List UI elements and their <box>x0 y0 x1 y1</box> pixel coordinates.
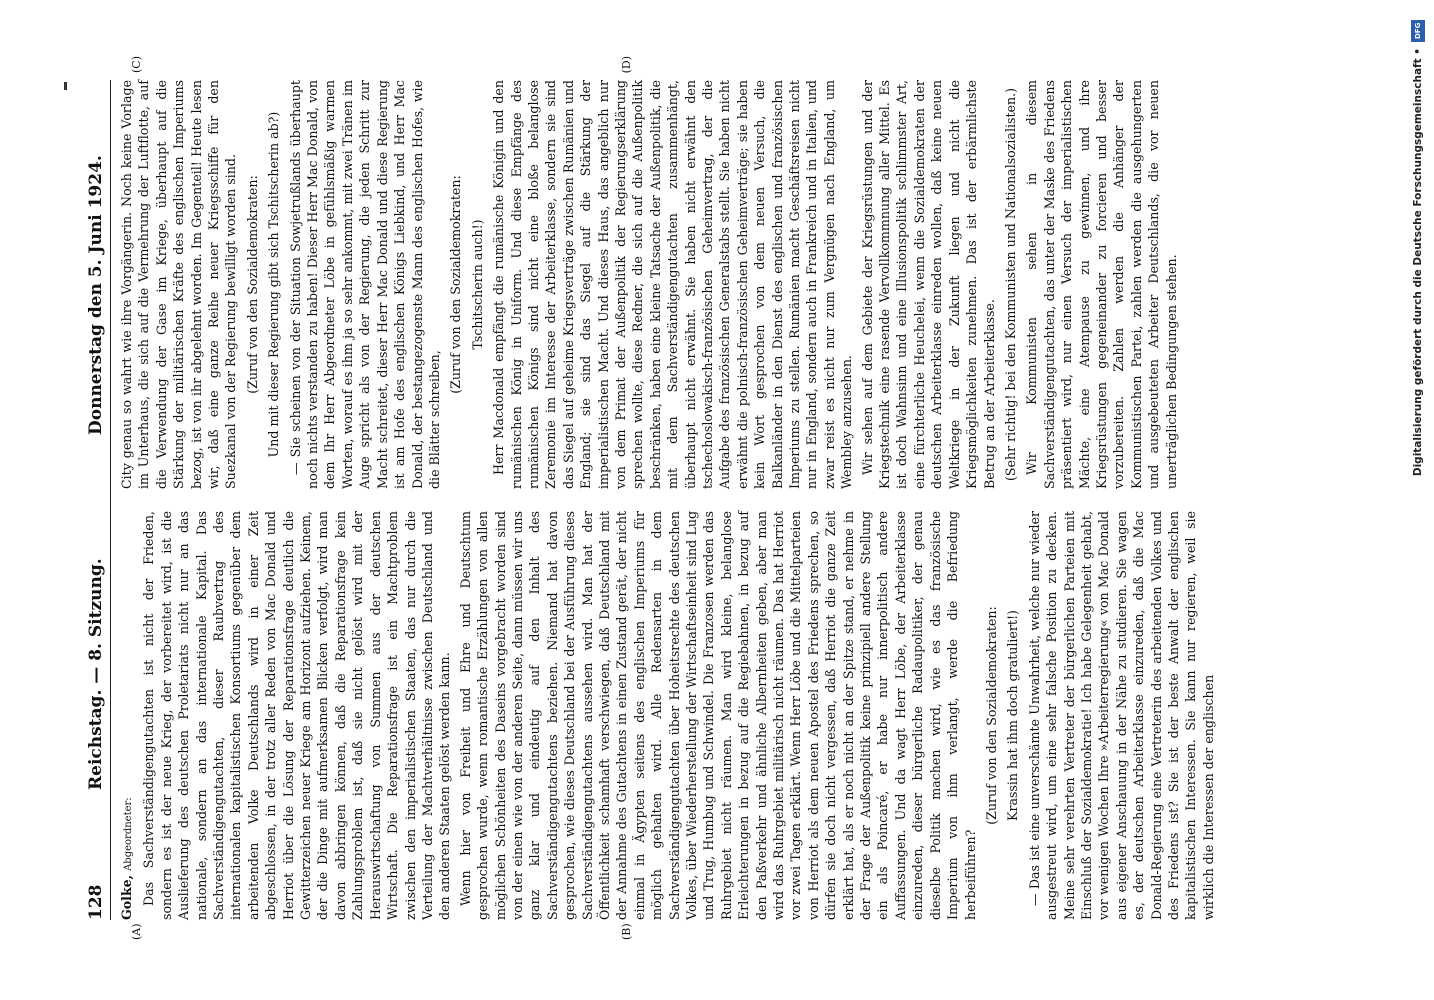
margin-marker-a: (A) <box>130 923 143 940</box>
interjection: (Zuruf von den Sozialdemokraten: <box>983 606 999 825</box>
dfg-logo: DFG <box>1411 20 1425 42</box>
digitization-credit <box>1410 20 1426 710</box>
text-columns <box>118 56 1352 940</box>
left-column <box>118 511 1352 940</box>
credit-text: Digitalisierung gefördert durch die Deutsche Forschungsgemeinschaft • <box>1412 48 1424 477</box>
interjection: Tschitscherin auch!) <box>469 219 485 350</box>
session-title: Reichstag. — 8. Sitzung. <box>86 558 106 790</box>
margin-marker-c: (C) <box>130 56 143 73</box>
speaker-name: Golke, <box>119 874 134 920</box>
paragraph: City genau so wahrt wie ihre Vorgängerin. Noch keine Vorlage im Unterhaus, die sich auf die Vermehrung der Luftflotte, auf die Verwendung der Gase im Kriege, überhaupt auf die Stärkung der militärischen Kräfte des englischen Imperiums bezog, ist von ihr abgelehnt worden. Im Gegenteil! Heute lesen wir, daß eine ganze Reihe neuer Kriegsschiffe für den Suezkanal von der Regierung bewilligt worden sind. <box>119 80 239 489</box>
interjection: (Zuruf von den Sozialdemokraten: <box>448 175 464 394</box>
paragraph: Herr Macdonald empfängt die rumänische Königin und den rumänischen König in Uniform. Und diese Empfänge des rumänischen Königs sind nicht eine bloße belanglose Zeremonie im Interesse der Arbeiterklasse, sondern sie sind das Siegel auf geheime Kriegsverträge zwischen Rumänien und England; sie sind das Siegel auf die Stärkung der imperialistischen Macht. Und dieses Haus, das angeblich nur von dem Primat der Außenpolitik der Regierungserklärung sprechen wollte, diese Redner, die sich auf die Außenpolitik beschränken, haben eine kleine Tatsache der Außenpolitik, die mit dem Sachverständigengutachten zusammenhängt, überhaupt nicht erwähnt. Sie haben nicht erwähnt den tschechoslowakisch-französischen Geheimvertrag, der die Aufgabe des französischen Generalstabs stellt. Sie haben nicht erwähnt die polnisch-französischen Geheimverträge; sie haben kein Wort gesprochen von dem neuen Versuch, die Balkanländer in den Dienst des englischen und französischen Imperiums zu stellen. Rumänien macht Geschäftsreisen nicht nur in England, sondern auch in Frankreich und in Italien, und zwar reist es nicht nur zum Vergnügen nach England, um Wembley anzusehen. <box>491 80 855 489</box>
speaker-role: Abgeordneter: <box>123 797 134 871</box>
paragraph: — Sie scheinen von der Situation Sowjetrußlands überhaupt noch nichts verstanden zu haben! Dieser Herr Mac Donald, von dem Ihr Herr Abgeordneter Löbe in gefühlsmäßig warmen Worten, worauf es ihm ja so sehr ankommt, mit zwei Tränen im Auge spricht als von der Regierung, die jeden Schritt zur Macht schreitet, dieser Herr Mac Donald und diese Regierung ist am Hofe des englischen Königs Liebkind, und Herr Mac Donald, der bestangezogenste Mann des englischen Hofes, wie die Blätter schreiben, <box>287 80 442 489</box>
page-header <box>82 80 111 920</box>
right-column <box>118 56 1352 489</box>
speaker-line <box>118 511 137 920</box>
print-speck <box>64 82 67 90</box>
interjection: Krassin hat ihm doch gratuliert!) <box>1005 610 1021 821</box>
margin-marker-d: (D) <box>620 56 633 74</box>
interjection: (Zuruf von den Sozialdemokraten: <box>244 175 260 394</box>
interjection: (Sehr richtig! bei den Kommunisten und Nationalsozialisten.) <box>1002 88 1018 482</box>
date-title: Donnerstag den 5. Juni 1924. <box>86 155 106 435</box>
interjection: Und mit dieser Regierung gibt sich Tschitscherin ab?) <box>266 111 282 458</box>
margin-marker-b: (B) <box>620 923 633 940</box>
paragraph: Wir Kommunisten sehen in diesem Sachverständigengutachten, das unter der Maske des Friedens präsentiert wird, nur einen Versuch der imperialistischen Mächte, eine Atempause zu gewinnen, und ihre Kriegsrüstungen gegeneinander zu forcieren und besser vorzubereiten. Zahlen werden die Anhänger der Kommunistischen Partei, zahlen werden die ausgehungerten und ausgebeuteten Arbeiter Deutschlands, die vor neuen unerträglichen Bedingungen stehen. <box>1024 80 1179 489</box>
paragraph: — Das ist eine unverschämte Unwahrheit, welche nur wieder ausgestreut wird, um eine sehr falsche Position zu decken. Meine sehr verehrten Vertreter der bürgerlichen Parteien mit Einschluß der Sozialdemokratie! Ich habe Gelegenheit gehabt, vor wenigen Wochen Ihre »Arbeiterregierung« von Mac Donald aus eigener Anschauung in der Nähe zu studieren. Sie wagen es, der deutschen Arbeiterklasse einzureden, daß die Mac Donald-Regierung eine Vertreterin des arbeitenden Volkes und des Friedens ist? Sie ist der beste Anwalt der englischen kapitalistischen Interessen. Sie kann nur regieren, weil sie wirklich die Interessen der englischen <box>1026 511 1216 920</box>
rotated-page <box>82 56 1352 940</box>
paragraph: Wir sehen auf dem Gebiete der Kriegsrüstungen und der Kriegstechnik eine rasende Vervollkommnung aller Mittel. Es ist doch Wahnsinn und eine Illusionspolitik schlimmster Art, eine fürchterliche Heuchelei, wenn die Sozialdemokraten der deutschen Arbeiterklasse einreden wollen, daß keine neuen Weltkriege in der Zukunft liegen und nicht die Kriegsmöglichkeiten zunehmen. Das ist der erbärmlichste Betrug an der Arbeiterklasse. <box>859 80 997 489</box>
paragraph: Das Sachverständigengutachten ist nicht der Frieden, sondern es ist der neue Krieg, der vorbereitet wird, ist die Auslieferung des deutschen Proletariats nicht nur an das nationale, sondern an das internationale Kapital. Das Sachverständigengutachten, dieser Raubvertrag des internationalen kapitalistischen Konsortiums gegenüber dem arbeitenden Volke Deutschlands wird in einer Zeit abgeschlossen, in der trotz aller Reden von Mac Donald und Herriot über die Lösung der Reparationsfrage deutlich die Gewitterzeichen neuer Kriege am Horizont aufziehen. Keinem, der die Dinge mit aufmerksamen Blicken verfolgt, wird man davon abbringen können, daß die Reparationsfrage kein Zahlungsproblem ist, daß sie nicht gelöst wird mit der Herauswirtschaftung von Summen aus der deutschen Wirtschaft. Die Reparationsfrage ist ein Machtproblem zwischen den imperialistischen Staaten, das nur durch die Verteilung der Machtverhältnisse zwischen Deutschland und den anderen Staaten gelöst werden kann. <box>141 511 453 920</box>
paragraph: Wenn hier von Freiheit und Ehre und Deutschtum gesprochen wurde, wenn romantische Erzählungen von allen möglichen Schönheiten des Daseins vorgebracht worden sind von der einen wie von der anderen Seite, dann müssen wir uns ganz klar und eindeutig auf den Inhalt des Sachverständigengutachtens beziehen. Niemand hat davon gesprochen, wie dieses Deutschland bei der Ausführung dieses Sachverständigengutachtens aussehen wird. Man hat der Öffentlichkeit schamhaft verschwiegen, daß Deutschland mit der Annahme des Gutachtens in einen Zustand gerät, der nicht einmal in Ägypten seitens des englischen Imperiums für möglich gehalten wird. Alle Redensarten in dem Sachverständigengutachten über Hoheitsrechte des deutschen Volkes, über Wiederherstellung der Wirtschaftseinheit sind Lug und Trug, Humbug und Schwindel. Die Franzosen werden das Ruhrgebiet nicht räumen. Man wird kleine, belanglose Erleichterungen in bezug auf die Regiebahnen, in bezug auf den Paßverkehr und ähnliche Albernheiten geben, aber man wird das Ruhrgebiet militärisch nicht räumen. Das hat Herriot vor zwei Tagen erklärt. Wenn Herr Löbe und die Mittelparteien von Herriot als dem neuen Apostel des Friedens sprechen, so dürfen sie doch nicht vergessen, daß Herriot die ganze Zeit erklärt hat, als er noch nicht an der Spitze stand, er nehme in der Frage der Außenpolitik keine prinzipiell andere Stellung ein als Poincaré, er habe nur innerpolitisch andere Auffassungen. Und da wagt Herr Löbe, der Arbeiterklasse einzureden, dieser bürgerliche Radaupolitiker, der genau dieselbe Politik machen wird, wie es das französische Imperium von ihm verlangt, werde die Befriedung herbeiführen? <box>457 511 978 920</box>
page-number: 128 <box>86 884 106 920</box>
